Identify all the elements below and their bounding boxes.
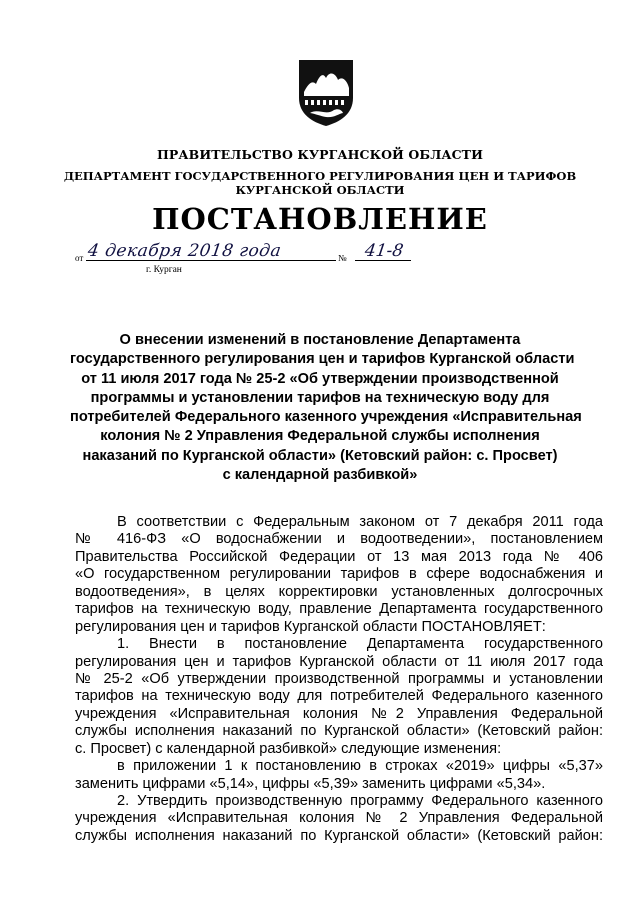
document-type-heading: ПОСТАНОВЛЕНИЕ	[152, 202, 488, 236]
date-prefix: от	[75, 253, 84, 263]
body-line: в приложении 1 к постановлению в строках «2019» цифры «5,37»	[117, 758, 603, 775]
title-line: потребителей Федерального казенного учреждения «Исправительная	[70, 409, 582, 426]
date-underline	[86, 260, 336, 261]
title-line: О внесении изменений в постановление Департамента	[119, 332, 521, 348]
title-line: наказаний по Курганской области» (Кетовский район: с. Просвет)	[82, 447, 558, 464]
body-line: службы исполнения наказаний по Курганской области» (Кетовский район:	[75, 827, 603, 844]
body-line: 2. Утвердить производственную программу Федерального казенного	[117, 793, 603, 809]
body-line: заменить цифрами «5,14», цифры «5,39» заменить цифрами «5,34».	[75, 775, 546, 792]
handwritten-date: 4 декабря 2018 года	[86, 241, 283, 261]
body-line: № 416-ФЗ «О водоснабжении и водоотведении», постановлением	[75, 531, 603, 548]
body-line: регулирования цен и тарифов Курганской области ПОСТАНОВЛЯЕТ:	[75, 618, 546, 635]
date-number-line	[75, 241, 405, 283]
body-line: учреждения «Исправительная колония № 2 Управления Федеральной	[75, 810, 603, 827]
body-line: водоотведения», в целях корректировки установленных долгосрочных	[75, 583, 603, 600]
body-line: службы исполнения наказаний по Курганской области» (Кетовский район:	[75, 723, 603, 740]
body-line: регулирования цен и тарифов Курганской области от 11 июля 2017 года	[75, 653, 603, 670]
department-name-line2: КУРГАНСКОЙ ОБЛАСТИ	[235, 183, 405, 197]
body-line: с. Просвет) с календарной разбивкой» следующие изменения:	[75, 740, 502, 757]
number-underline	[355, 260, 411, 261]
title-line: государственного регулирования цен и тарифов Курганской области	[70, 351, 575, 368]
body-line: Правительства Российской Федерации от 13 мая 2013 года № 406	[75, 548, 603, 565]
title-line: от 11 июля 2017 года № 25-2 «Об утверждении производственной	[81, 370, 559, 387]
department-name-line1: ДЕПАРТАМЕНТ ГОСУДАРСТВЕННОГО РЕГУЛИРОВАНИЯ ЦЕН И ТАРИФОВ	[63, 169, 577, 183]
handwritten-number: 41-8	[363, 241, 405, 261]
body-line: «О государственном регулировании тарифов в сфере водоснабжения и	[75, 566, 603, 583]
coat-of-arms-emblem	[296, 58, 356, 128]
resolution-title	[70, 331, 582, 485]
title-line: программы и установлении тарифов на техническую воду для	[90, 389, 550, 406]
body-line: тарифов на техническую воду, правление Департамента государственного	[75, 601, 603, 618]
government-name: ПРАВИТЕЛЬСТВО КУРГАНСКОЙ ОБЛАСТИ	[157, 147, 483, 162]
body-line: тарифов на техническую воду для потребителей Федерального казенного	[75, 688, 603, 705]
body-line: учреждения «Исправительная колония №2 Управления Федеральной	[75, 705, 603, 722]
body-line: В соответствии с Федеральным законом от 7 декабря 2011 года	[117, 514, 603, 530]
title-line: с календарной разбивкой»	[222, 467, 418, 484]
body-line: № 25-2 «Об утверждении производственной программы и установлении	[75, 670, 603, 687]
body-line: 1. Внести в постановление Департамента государственного	[117, 636, 603, 653]
number-prefix: №	[338, 253, 347, 263]
title-line: колония № 2 Управления Федеральной службы исполнения	[100, 428, 540, 445]
resolution-body	[75, 514, 603, 845]
city-name: г. Курган	[146, 265, 182, 275]
